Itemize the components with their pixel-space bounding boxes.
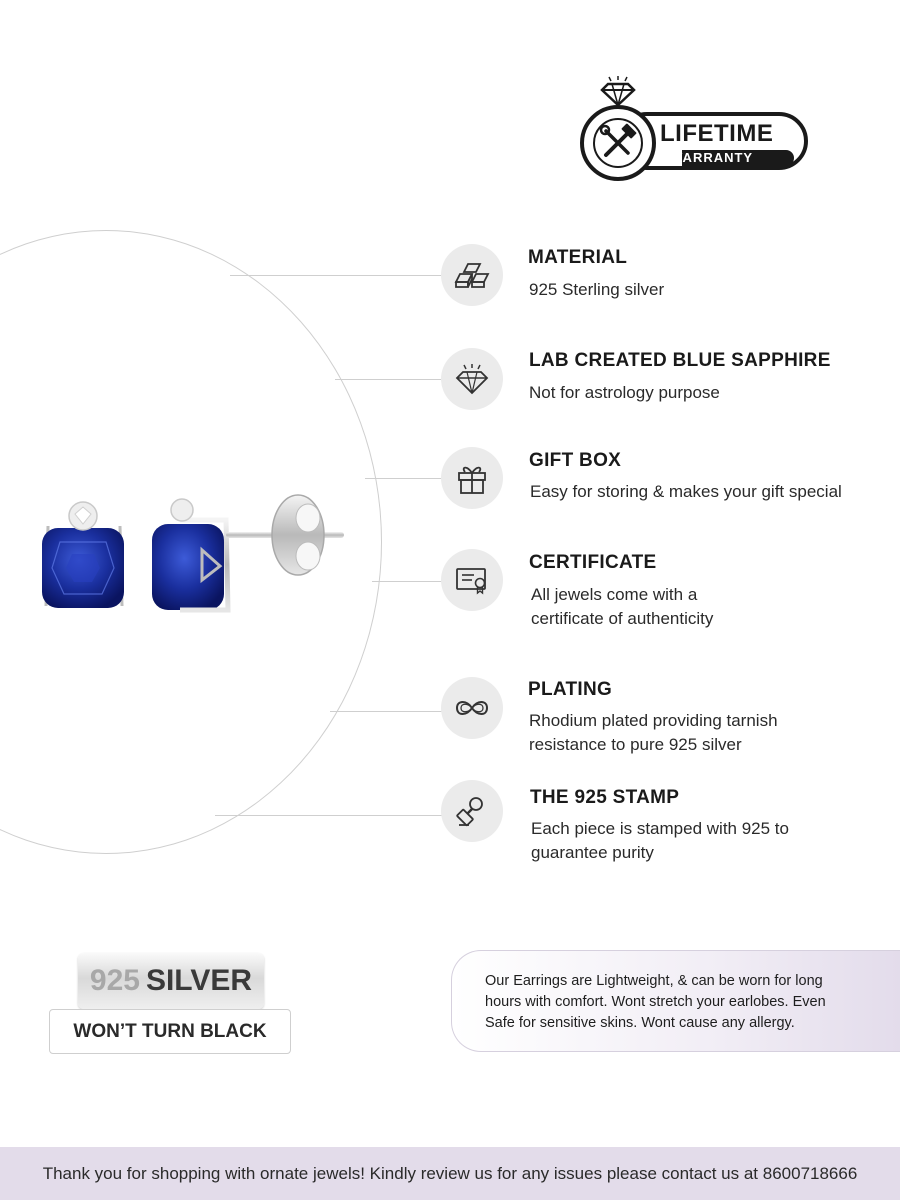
infinity-icon	[452, 697, 492, 719]
footer-banner	[0, 1147, 900, 1200]
lifetime-warranty-badge	[578, 76, 810, 186]
feature-desc-certificate: All jewels come with a	[531, 585, 698, 604]
silver-925-badge	[78, 953, 264, 1009]
stamp-icon	[455, 794, 489, 828]
connector-line	[335, 379, 442, 380]
tools-icon	[592, 117, 644, 169]
silver-badge-word: SILVER	[145, 964, 253, 997]
gift-box-icon	[455, 461, 489, 495]
stamp-icon-circle	[441, 780, 503, 842]
footer-text: Thank you for shopping with ornate jewels! Kindly review us for any issues please contact us at 8600718666	[42, 1163, 858, 1183]
plating-icon-circle	[441, 677, 503, 739]
feature-title-material: MATERIAL	[528, 247, 628, 268]
diamond-icon	[600, 76, 636, 106]
connector-line	[365, 478, 442, 479]
feature-title-gift-box: GIFT BOX	[529, 450, 622, 471]
comfort-note-line: hours with comfort. Wont stretch your earlobes. Even	[485, 994, 826, 1010]
sapphire-earrings-image	[30, 480, 350, 620]
feature-desc-stamp: Each piece is stamped with 925 to	[531, 819, 789, 838]
gift-box-icon-circle	[441, 447, 503, 509]
comfort-note-line: Our Earrings are Lightweight, & can be worn for long	[485, 973, 823, 989]
feature-title-stamp: THE 925 STAMP	[530, 787, 680, 808]
warranty-subtitle: WARRANTY	[670, 150, 754, 165]
comfort-note-line: Safe for sensitive skins. Wont cause any allergy.	[485, 1015, 795, 1031]
feature-desc-sapphire: Not for astrology purpose	[529, 383, 720, 402]
warranty-title: LIFETIME	[660, 120, 774, 147]
certificate-icon	[454, 565, 490, 595]
silver-bars-icon	[452, 260, 492, 290]
feature-desc-certificate: certificate of authenticity	[531, 609, 714, 628]
feature-desc-plating: resistance to pure 925 silver	[529, 735, 742, 754]
feature-title-sapphire: LAB CREATED BLUE SAPPHIRE	[529, 350, 831, 371]
connector-line	[330, 711, 442, 712]
warranty-tools-circle	[580, 105, 656, 181]
feature-title-certificate: CERTIFICATE	[529, 552, 657, 573]
sapphire-icon-circle	[441, 348, 503, 410]
wont-turn-black-label: WON’T TURN BLACK	[49, 1009, 291, 1054]
material-icon-circle	[441, 244, 503, 306]
comfort-note-panel	[451, 950, 900, 1052]
feature-desc-plating: Rhodium plated providing tarnish	[529, 711, 778, 730]
diamond-icon	[455, 363, 489, 395]
certificate-icon-circle	[441, 549, 503, 611]
feature-title-plating: PLATING	[528, 679, 613, 700]
silver-badge-number: 925	[89, 964, 140, 997]
connector-line	[372, 581, 442, 582]
feature-desc-stamp: guarantee purity	[531, 843, 654, 862]
connector-line	[230, 275, 442, 276]
connector-line	[215, 815, 442, 816]
feature-desc-material: 925 Sterling silver	[529, 280, 665, 299]
feature-desc-gift-box: Easy for storing & makes your gift special	[530, 482, 842, 501]
